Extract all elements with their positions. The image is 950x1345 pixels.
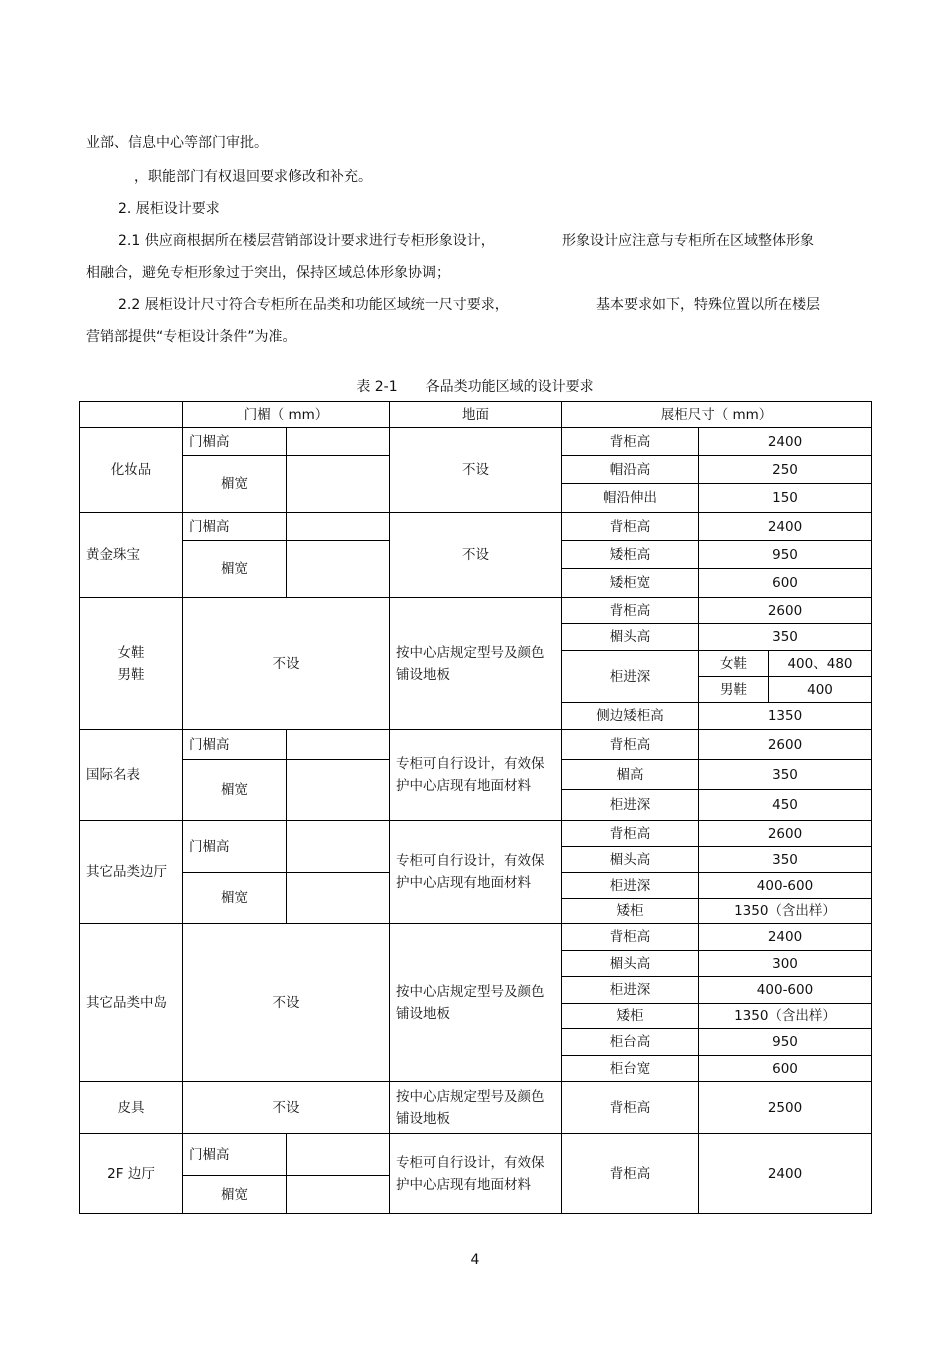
category-men-shoes: 男鞋	[117, 666, 145, 683]
floor-cell: 不设	[390, 428, 562, 513]
page-number: 4	[470, 1252, 480, 1268]
cabinet-item: 背柜高	[562, 821, 699, 847]
cabinet-value: 950	[699, 1029, 872, 1056]
paragraph-line-5: 相融合，避免专柜形象过于突出，保持区域总体形象协调；	[86, 265, 450, 281]
door-cell: 不设	[183, 924, 390, 1082]
cabinet-value: 600	[699, 569, 872, 598]
cabinet-value: 350	[699, 624, 872, 651]
cabinet-value: 950	[699, 541, 872, 569]
cabinet-item: 楣头高	[562, 847, 699, 873]
cabinet-value: 1350	[699, 703, 872, 730]
floor-cell: 专柜可自行设计，有效保护中心店现有地面材料	[390, 1134, 562, 1214]
paragraph-line-6a: 2.2 展柜设计尺寸符合专柜所在品类和功能区域统一尺寸要求，	[118, 297, 509, 313]
door-height-label: 门楣高	[183, 1134, 287, 1176]
cabinet-item: 柜台高	[562, 1029, 699, 1056]
cabinet-item: 柜进深	[562, 977, 699, 1004]
table-row	[80, 428, 872, 456]
cabinet-value: 1350（含出样）	[699, 899, 872, 924]
category-cell: 其它品类边厅	[80, 821, 183, 924]
table-row	[80, 513, 872, 541]
empty-cell	[287, 541, 390, 598]
cabinet-value: 2400	[699, 924, 872, 951]
header-floor: 地面	[390, 402, 562, 428]
lintel-width-label: 楣宽	[183, 1176, 287, 1214]
paragraph-line-2: ，职能部门有权退回要求修改和补充。	[134, 169, 372, 185]
table-caption	[0, 376, 950, 396]
cabinet-value: 400、480	[769, 651, 872, 677]
cabinet-value: 350	[699, 760, 872, 790]
empty-cell	[287, 513, 390, 541]
cabinet-value: 250	[699, 456, 872, 484]
cabinet-value: 400-600	[699, 977, 872, 1004]
cabinet-item: 背柜高	[562, 730, 699, 760]
door-height-label: 门楣高	[183, 730, 287, 760]
floor-cell: 专柜可自行设计，有效保护中心店现有地面材料	[390, 730, 562, 821]
design-requirements-table	[79, 401, 872, 1214]
table-row	[80, 1134, 872, 1176]
floor-cell: 按中心店规定型号及颜色铺设地板	[390, 924, 562, 1082]
paragraph-line-6b: 基本要求如下，特殊位置以所在楼层	[596, 297, 820, 313]
cabinet-item: 侧边矮柜高	[562, 703, 699, 730]
cabinet-item: 楣头高	[562, 951, 699, 977]
cabinet-value: 2400	[699, 513, 872, 541]
cabinet-value: 2600	[699, 730, 872, 760]
category-cell: 国际名表	[80, 730, 183, 821]
empty-cell	[287, 873, 390, 924]
door-height-label: 门楣高	[183, 428, 287, 456]
table-row	[80, 730, 872, 760]
cabinet-item: 矮柜	[562, 899, 699, 924]
floor-cell: 按中心店规定型号及颜色铺设地板	[390, 598, 562, 730]
cabinet-item: 楣头高	[562, 624, 699, 651]
door-cell: 不设	[183, 598, 390, 730]
table-caption-title: 各品类功能区域的设计要求	[425, 379, 594, 395]
category-cell	[80, 598, 183, 730]
cabinet-item: 柜台宽	[562, 1056, 699, 1082]
floor-cell: 按中心店规定型号及颜色铺设地板	[390, 1082, 562, 1134]
empty-cell	[287, 456, 390, 513]
cabinet-item: 柜进深	[562, 651, 699, 703]
category-cell: 2F 边厅	[80, 1134, 183, 1214]
lintel-width-label: 楣宽	[183, 760, 287, 821]
depth-sub-label: 女鞋	[699, 651, 769, 677]
empty-cell	[287, 428, 390, 456]
cabinet-value: 1350（含出样）	[699, 1004, 872, 1029]
empty-cell	[287, 821, 390, 873]
category-women-shoes: 女鞋	[117, 644, 145, 661]
cabinet-value: 600	[699, 1056, 872, 1082]
door-cell: 不设	[183, 1082, 390, 1134]
header-blank	[80, 402, 183, 428]
empty-cell	[287, 1134, 390, 1176]
cabinet-item: 背柜高	[562, 598, 699, 624]
section-heading: 2. 展柜设计要求	[118, 201, 220, 217]
empty-cell	[287, 1176, 390, 1214]
cabinet-item: 帽沿伸出	[562, 484, 699, 513]
empty-cell	[287, 760, 390, 821]
lintel-width-label: 楣宽	[183, 873, 287, 924]
cabinet-item: 背柜高	[562, 428, 699, 456]
category-cell: 黄金珠宝	[80, 513, 183, 598]
cabinet-item: 帽沿高	[562, 456, 699, 484]
depth-sub-label: 男鞋	[699, 677, 769, 703]
cabinet-value: 300	[699, 951, 872, 977]
paragraph-line-1: 业部、信息中心等部门审批。	[86, 135, 268, 151]
cabinet-value: 150	[699, 484, 872, 513]
table-header-row	[80, 402, 872, 428]
cabinet-item: 柜进深	[562, 873, 699, 899]
cabinet-item: 矮柜高	[562, 541, 699, 569]
category-cell: 其它品类中岛	[80, 924, 183, 1082]
paragraph-line-4b: 形象设计应注意与专柜所在区域整体形象	[562, 233, 814, 249]
cabinet-value: 2600	[699, 598, 872, 624]
category-cell: 化妆品	[80, 428, 183, 513]
floor-cell: 专柜可自行设计，有效保护中心店现有地面材料	[390, 821, 562, 924]
cabinet-item: 楣高	[562, 760, 699, 790]
category-cell: 皮具	[80, 1082, 183, 1134]
lintel-width-label: 楣宽	[183, 456, 287, 513]
cabinet-item: 柜进深	[562, 790, 699, 821]
door-height-label: 门楣高	[183, 821, 287, 873]
header-door: 门楣（ mm）	[183, 402, 390, 428]
cabinet-value: 2500	[699, 1082, 872, 1134]
table-row	[80, 821, 872, 847]
cabinet-item: 背柜高	[562, 513, 699, 541]
cabinet-item: 矮柜	[562, 1004, 699, 1029]
door-height-label: 门楣高	[183, 513, 287, 541]
cabinet-value: 400	[769, 677, 872, 703]
empty-cell	[287, 730, 390, 760]
table-row	[80, 1082, 872, 1134]
cabinet-item: 背柜高	[562, 1134, 699, 1214]
cabinet-value: 450	[699, 790, 872, 821]
lintel-width-label: 楣宽	[183, 541, 287, 598]
paragraph-line-7: 营销部提供“专柜设计条件”为准。	[86, 329, 297, 345]
table-row	[80, 924, 872, 951]
table-row	[80, 598, 872, 624]
table-caption-number: 表 2-1	[356, 379, 398, 395]
header-cabinet: 展柜尺寸（ mm）	[562, 402, 872, 428]
cabinet-value: 350	[699, 847, 872, 873]
cabinet-value: 2400	[699, 1134, 872, 1214]
cabinet-value: 2400	[699, 428, 872, 456]
cabinet-item: 矮柜宽	[562, 569, 699, 598]
cabinet-value: 400-600	[699, 873, 872, 899]
floor-cell: 不设	[390, 513, 562, 598]
cabinet-item: 背柜高	[562, 1082, 699, 1134]
paragraph-line-4a: 2.1 供应商根据所在楼层营销部设计要求进行专柜形象设计，	[118, 233, 495, 249]
cabinet-value: 2600	[699, 821, 872, 847]
cabinet-item: 背柜高	[562, 924, 699, 951]
